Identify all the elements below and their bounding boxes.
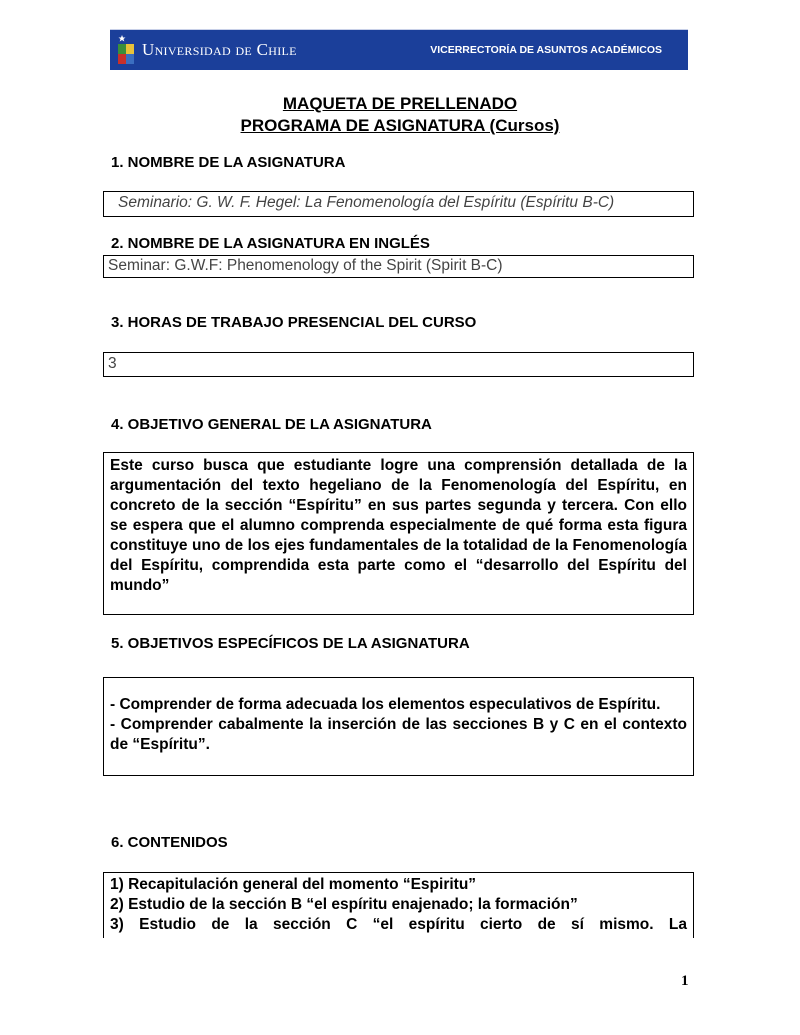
specific-objectives-box	[103, 677, 694, 776]
page-number: 1	[681, 973, 689, 989]
section-heading: 5. OBJETIVOS ESPECÍFICOS DE LA ASIGNATURA	[111, 635, 470, 652]
section-heading: 6. CONTENIDOS	[111, 834, 228, 851]
hours-box	[103, 352, 694, 377]
header-banner	[110, 29, 688, 70]
section-heading: 4. OBJETIVO GENERAL DE LA ASIGNATURA	[111, 416, 432, 433]
course-name: Seminario: G. W. F. Hegel: La Fenomenología del Espíritu (Espíritu B-C)	[118, 194, 615, 211]
content-item: 1) Recapitulación general del momento “Espiritu”	[110, 876, 477, 893]
document-title: MAQUETA DE PRELLENADO	[282, 94, 518, 113]
content-item: 2) Estudio de la sección B “el espíritu enajenado; la formación”	[110, 896, 578, 913]
course-name-english-box	[103, 255, 694, 278]
hours-value: 3	[108, 355, 117, 372]
course-name-box	[103, 191, 694, 217]
specific-objective-item: - Comprender cabalmente la inserción de las secciones B y C en el contexto de “Espíritu”.	[110, 716, 687, 753]
university-logo-icon	[118, 34, 134, 66]
section-heading: 1. NOMBRE DE LA ASIGNATURA	[111, 154, 346, 171]
general-objective-text: Este curso busca que estudiante logre una comprensión detallada de la argumentación del texto hegeliano de la Fenomenología del Espíritu, en concreto de la sección “Espíritu” en sus partes segunda y tercera. Con ello se espera que el alumno comprenda especialmente de qué forma esta figura constituye uno de los ejes fundamentales de la totalidad de la Fenomenología del Espíritu, comprendida esta parte como el “desarrollo del Espíritu del mundo”	[110, 457, 687, 594]
general-objective-box	[103, 452, 694, 615]
course-name-english: Seminar: G.W.F: Phenomenology of the Spirit (Spirit B-C)	[108, 257, 503, 274]
content-item: 3) Estudio de la sección C “el espíritu cierto de sí mismo. La	[110, 916, 687, 933]
document-subtitle: PROGRAMA DE ASIGNATURA (Cursos)	[240, 116, 560, 135]
section-heading: 2. NOMBRE DE LA ASIGNATURA EN INGLÉS	[111, 235, 430, 252]
specific-objective-item: - Comprender de forma adecuada los elementos especulativos de Espíritu.	[110, 696, 661, 713]
section-heading: 3. HORAS DE TRABAJO PRESENCIAL DEL CURSO	[111, 314, 477, 331]
university-name: Universidad de Chile	[142, 40, 297, 59]
unit-name: VICERRECTORÍA DE ASUNTOS ACADÉMICOS	[430, 44, 662, 56]
